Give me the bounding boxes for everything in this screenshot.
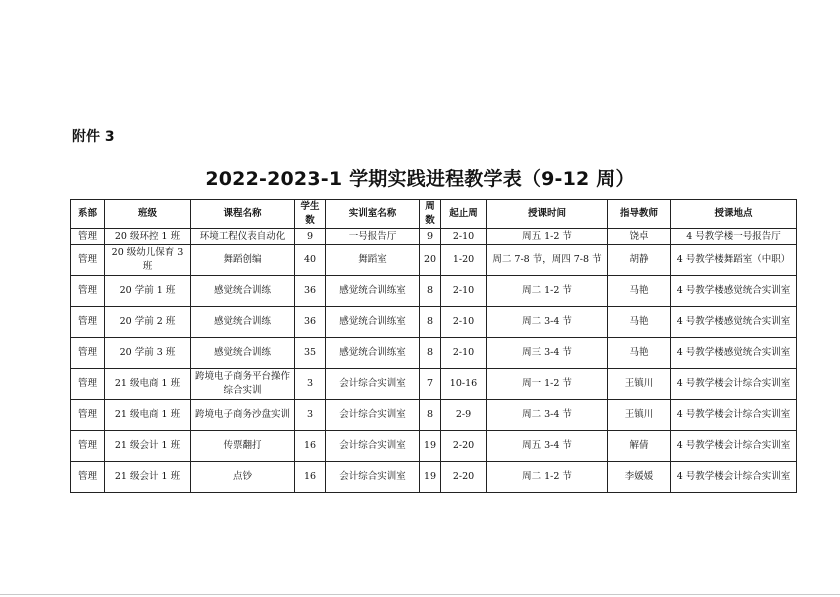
table-row — [71, 276, 797, 307]
cell-room: 会计综合实训室 — [326, 400, 420, 431]
cell-students: 9 — [295, 229, 326, 245]
cell-location: 4 号教学楼会计综合实训室 — [671, 400, 797, 431]
header-room: 实训室名称 — [326, 200, 420, 229]
cell-period: 2-10 — [441, 276, 487, 307]
cell-time: 周五 3-4 节 — [487, 431, 608, 462]
cell-weeks: 19 — [420, 431, 441, 462]
cell-time: 周二 3-4 节 — [487, 307, 608, 338]
cell-location: 4 号教学楼感觉统合实训室 — [671, 276, 797, 307]
cell-class: 21 级电商 1 班 — [105, 369, 191, 400]
cell-teacher: 马艳 — [608, 307, 671, 338]
cell-location: 4 号教学楼会计综合实训室 — [671, 431, 797, 462]
cell-room: 会计综合实训室 — [326, 462, 420, 493]
table-row — [71, 338, 797, 369]
cell-weeks: 19 — [420, 462, 441, 493]
cell-dept: 管理 — [71, 431, 105, 462]
cell-period: 2-9 — [441, 400, 487, 431]
cell-class: 21 级电商 1 班 — [105, 400, 191, 431]
table-row — [71, 229, 797, 245]
cell-location: 4 号教学楼会计综合实训室 — [671, 369, 797, 400]
cell-period: 2-10 — [441, 338, 487, 369]
cell-weeks: 8 — [420, 307, 441, 338]
cell-course: 跨境电子商务沙盘实训 — [191, 400, 295, 431]
cell-teacher: 饶卓 — [608, 229, 671, 245]
cell-students: 16 — [295, 462, 326, 493]
cell-students: 3 — [295, 400, 326, 431]
cell-location: 4 号教学楼感觉统合实训室 — [671, 338, 797, 369]
cell-students: 36 — [295, 276, 326, 307]
header-students: 学生数 — [295, 200, 326, 229]
cell-teacher: 胡静 — [608, 245, 671, 276]
cell-students: 16 — [295, 431, 326, 462]
cell-period: 2-20 — [441, 431, 487, 462]
cell-teacher: 马艳 — [608, 276, 671, 307]
cell-time: 周二 7-8 节，周四 7-8 节 — [487, 245, 608, 276]
cell-course: 感觉统合训练 — [191, 276, 295, 307]
header-course: 课程名称 — [191, 200, 295, 229]
header-weeks: 周数 — [420, 200, 441, 229]
cell-class: 21 级会计 1 班 — [105, 431, 191, 462]
cell-class: 20 学前 3 班 — [105, 338, 191, 369]
cell-room: 感觉统合训练室 — [326, 307, 420, 338]
cell-weeks: 8 — [420, 338, 441, 369]
cell-class: 20 学前 1 班 — [105, 276, 191, 307]
cell-time: 周一 1-2 节 — [487, 369, 608, 400]
cell-class: 21 级会计 1 班 — [105, 462, 191, 493]
cell-time: 周五 1-2 节 — [487, 229, 608, 245]
table-row — [71, 400, 797, 431]
cell-course: 环境工程仪表自动化 — [191, 229, 295, 245]
cell-period: 2-20 — [441, 462, 487, 493]
cell-room: 感觉统合训练室 — [326, 276, 420, 307]
cell-location: 4 号教学楼舞蹈室（中职） — [671, 245, 797, 276]
cell-time: 周二 1-2 节 — [487, 276, 608, 307]
cell-period: 2-10 — [441, 229, 487, 245]
header-location: 授课地点 — [671, 200, 797, 229]
cell-weeks: 9 — [420, 229, 441, 245]
cell-course: 点钞 — [191, 462, 295, 493]
cell-course: 舞蹈创编 — [191, 245, 295, 276]
table-row — [71, 307, 797, 338]
cell-students: 3 — [295, 369, 326, 400]
cell-dept: 管理 — [71, 462, 105, 493]
table-row — [71, 245, 797, 276]
cell-time: 周二 1-2 节 — [487, 462, 608, 493]
cell-course: 感觉统合训练 — [191, 307, 295, 338]
cell-time: 周二 3-4 节 — [487, 400, 608, 431]
header-period: 起止周 — [441, 200, 487, 229]
cell-dept: 管理 — [71, 229, 105, 245]
cell-weeks: 8 — [420, 400, 441, 431]
cell-location: 4 号教学楼一号报告厅 — [671, 229, 797, 245]
cell-teacher: 马艳 — [608, 338, 671, 369]
table-row — [71, 431, 797, 462]
cell-period: 1-20 — [441, 245, 487, 276]
cell-class: 20 学前 2 班 — [105, 307, 191, 338]
header-class: 班级 — [105, 200, 191, 229]
cell-location: 4 号教学楼会计综合实训室 — [671, 462, 797, 493]
cell-dept: 管理 — [71, 369, 105, 400]
cell-teacher: 王镇川 — [608, 369, 671, 400]
cell-course: 传票翻打 — [191, 431, 295, 462]
cell-room: 舞蹈室 — [326, 245, 420, 276]
cell-period: 10-16 — [441, 369, 487, 400]
cell-period: 2-10 — [441, 307, 487, 338]
cell-course: 感觉统合训练 — [191, 338, 295, 369]
cell-weeks: 8 — [420, 276, 441, 307]
cell-time: 周三 3-4 节 — [487, 338, 608, 369]
cell-students: 40 — [295, 245, 326, 276]
cell-course: 跨境电子商务平台操作综合实训 — [191, 369, 295, 400]
cell-dept: 管理 — [71, 307, 105, 338]
attachment-label: 附件 3 — [72, 129, 115, 145]
page-title: 2022-2023-1 学期实践进程教学表（9-12 周） — [205, 168, 635, 190]
cell-dept: 管理 — [71, 276, 105, 307]
cell-room: 一号报告厅 — [326, 229, 420, 245]
cell-students: 35 — [295, 338, 326, 369]
header-teacher: 指导教师 — [608, 200, 671, 229]
cell-dept: 管理 — [71, 338, 105, 369]
table-row — [71, 462, 797, 493]
cell-class: 20 级环控 1 班 — [105, 229, 191, 245]
cell-room: 会计综合实训室 — [326, 369, 420, 400]
cell-location: 4 号教学楼感觉统合实训室 — [671, 307, 797, 338]
cell-weeks: 20 — [420, 245, 441, 276]
cell-teacher: 解倩 — [608, 431, 671, 462]
table-row — [71, 369, 797, 400]
cell-dept: 管理 — [71, 245, 105, 276]
cell-teacher: 王镇川 — [608, 400, 671, 431]
table-header-row — [71, 200, 797, 229]
cell-students: 36 — [295, 307, 326, 338]
cell-teacher: 李媛媛 — [608, 462, 671, 493]
schedule-table — [70, 199, 797, 493]
cell-room: 会计综合实训室 — [326, 431, 420, 462]
header-time: 授课时间 — [487, 200, 608, 229]
cell-class: 20 级幼儿保育 3 班 — [105, 245, 191, 276]
cell-room: 感觉统合训练室 — [326, 338, 420, 369]
cell-dept: 管理 — [71, 400, 105, 431]
header-dept: 系部 — [71, 200, 105, 229]
cell-weeks: 7 — [420, 369, 441, 400]
page-bottom-divider — [0, 594, 840, 595]
